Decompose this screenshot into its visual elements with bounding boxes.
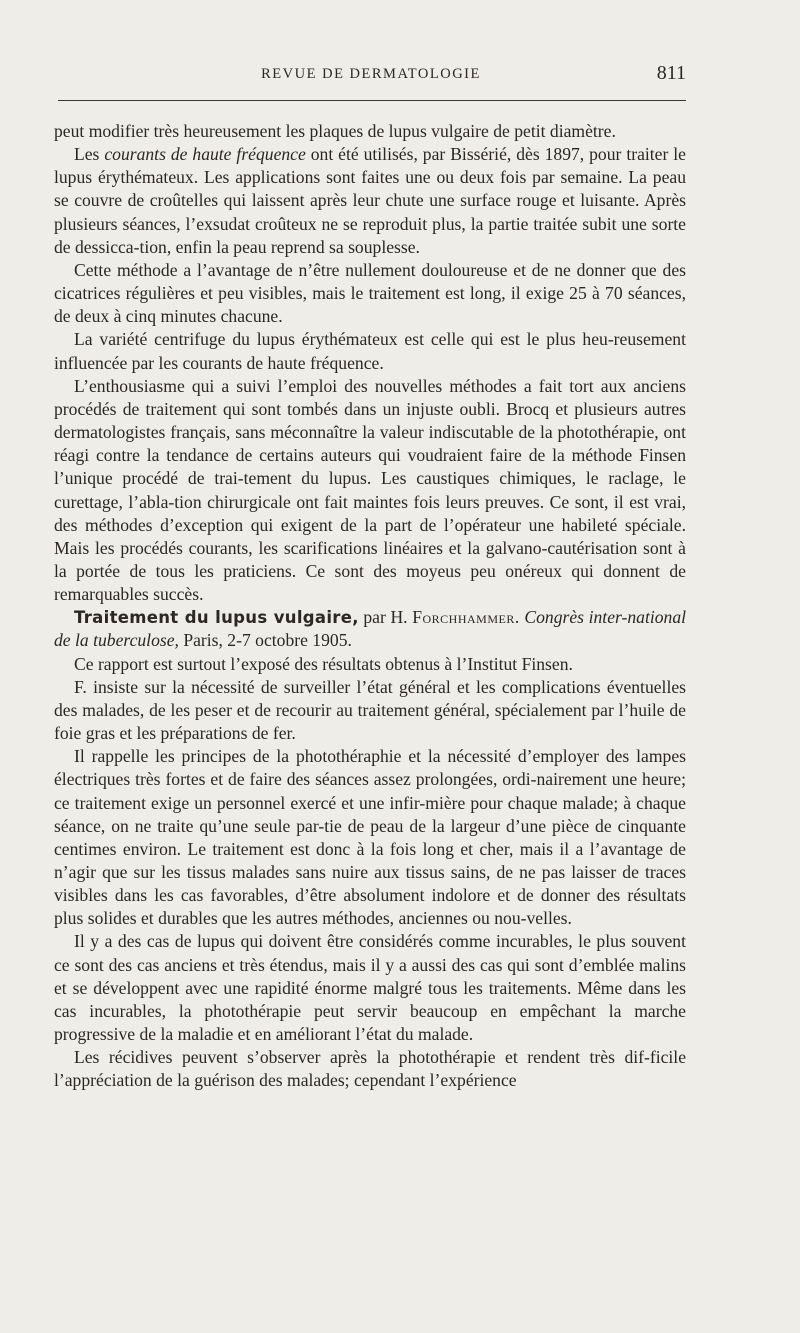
page-header bbox=[56, 62, 686, 88]
article-author: Forchhammer. bbox=[412, 607, 520, 628]
p1-lead: Les bbox=[74, 144, 105, 165]
article-source: Congrès inter-national de la tuberculose, bbox=[54, 607, 687, 651]
paragraph-phototherapy-principles: Il rappelle les principes de la photothéraphie et la nécessité d’employer des lampes électriques très fortes et de faire des séances assez prolongées, ordi-nairement une heure; ce traitement exige un personnel exercé et une infir-mière pour chaque malade; à chaque séance, on ne traite qu’une seule par-tie de peau de la largeur d’une pièce de cinquante centimes environ. Le traitement est donc à la fois long et cher, mais il a l’avantage de n’agir que sur les tissus malades sans nuire aux tissus sains, de ne pas laisser de traces visibles dans les cas favorables, d’être absolument indolore et de donner des résultats plus solides et durables que les autres méthodes, anciennes ou nou-velles. bbox=[54, 746, 686, 929]
p1-italic-term: courants de haute fréquence bbox=[104, 144, 306, 165]
running-title: REVUE DE DERMATOLOGIE bbox=[261, 66, 481, 82]
paragraph-method-advantage: Cette méthode a l’avantage de n’être nullement douloureuse et de ne donner que des cicatrices régulières et peu visibles, mais le traitement est long, il exige 25 à 70 séances, de deux à cinq minutes chacune. bbox=[54, 259, 686, 327]
paragraph-general-state: F. insiste sur la nécessité de surveiller l’état général et les complications éventuelles des malades, de les peser et de recourir au traitement général, spécialement par l’huile de foie gras et les préparations de fer. bbox=[54, 676, 686, 744]
p1-rest: ont été utilisés, par Bissérié, dès 1897, pour traiter le lupus érythémateux. Les applications sont faites une ou deux fois par semaine. La peau se couvre de croûtelles qui laissent après leur chute une surface rouge et luisante. Après plusieurs séances, l’exsudat croûteux ne se reproduit plus, la partie traitée subit une sorte de dessicca-tion, enfin la peau reprend sa souplesse. bbox=[54, 144, 686, 257]
article-title: Traitement du lupus vulgaire, bbox=[74, 608, 359, 628]
paragraph-centrifugal-variety: La variété centrifuge du lupus érythémateux est celle qui est le plus heu-reusement influencée par les courants de haute fréquence. bbox=[54, 329, 686, 373]
paragraph-continuation: peut modifier très heureusement les plaques de lupus vulgaire de petit diamètre. bbox=[54, 121, 616, 141]
article-place-date: Paris, 2-7 octobre 1905. bbox=[178, 630, 352, 651]
paragraph-recurrences: Les récidives peuvent s’observer après la photothérapie et rendent très dif-ficile l’appréciation de la guérison des malades; cependant l’expérience bbox=[54, 1047, 686, 1091]
body-text bbox=[54, 120, 686, 1093]
article-heading bbox=[54, 606, 686, 652]
page-number: 811 bbox=[656, 62, 686, 84]
article-by: par H. bbox=[358, 607, 413, 628]
paragraph-report: Ce rapport est surtout l’exposé des résultats obtenus à l’Institut Finsen. bbox=[74, 653, 573, 674]
header-rule bbox=[58, 100, 686, 101]
paragraph-incurable-cases: Il y a des cas de lupus qui doivent être considérés comme incurables, le plus souvent ce sont des cas anciens et très étendus, mais il y a aussi des cas qui sont d’emblée malins et se développent avec une rapidité énorme malgré tous les traitements. Même dans les cas incurables, la photothérapie peut servir beaucoup en empêchant la marche progressive de la maladie et en améliorant l’état du malade. bbox=[54, 931, 686, 1045]
paragraph-old-methods: L’enthousiasme qui a suivi l’emploi des nouvelles méthodes a fait tort aux anciens procédés de traitement qui sont tombés dans un injuste oubli. Brocq et plusieurs autres dermatologistes français, sans méconnaître la valeur indiscutable de la photothérapie, ont réagi contre la tendance de certains auteurs qui voudraient faire de la méthode Finsen l’unique procédé de trai-tement du lupus. Les caustiques chimiques, le raclage, le curettage, l’abla-tion chirurgicale ont fait maintes fois leurs preuves. Ce sont, il est vrai, des méthodes d’exception qui exigent de la part de l’opérateur une habileté spéciale. Mais les procédés courants, les scarifications linéaires et la galvano-cautérisation sont à la portée de tous les praticiens. Ce sont des moyeus peu onéreux qui donnent de remarquables succès. bbox=[54, 375, 686, 605]
paragraph-high-frequency bbox=[54, 143, 686, 259]
